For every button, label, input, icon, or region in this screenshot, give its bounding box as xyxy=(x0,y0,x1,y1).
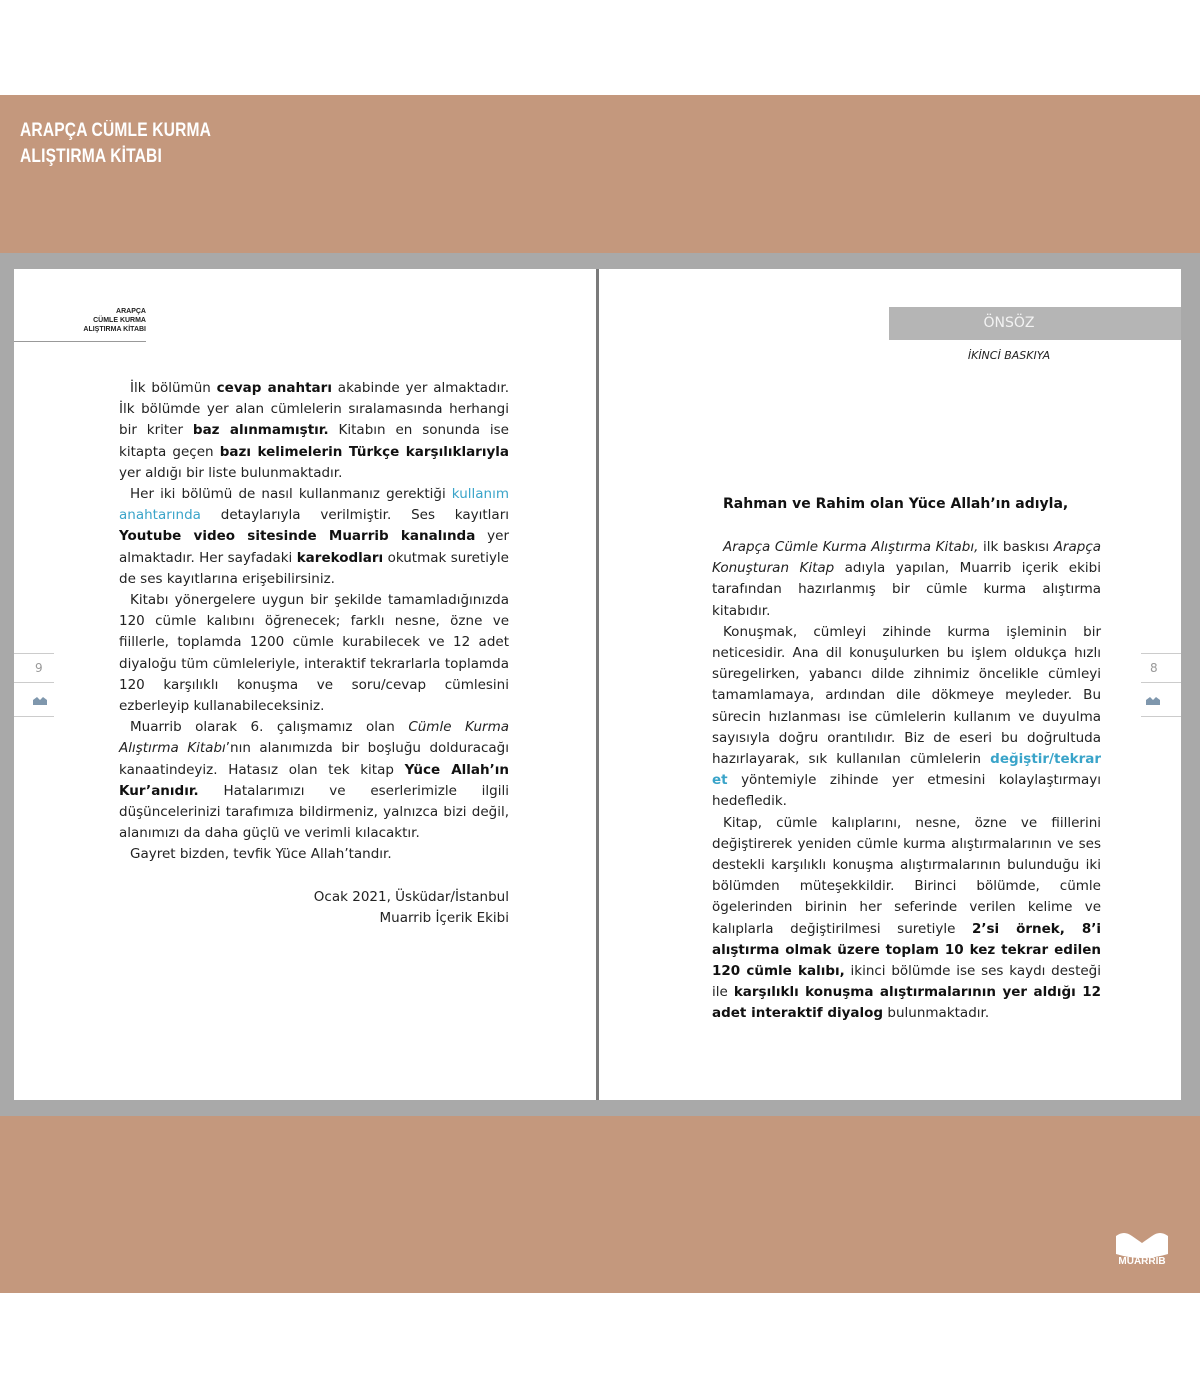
section-subtitle: İKİNCİ BASKIYA xyxy=(967,349,1051,362)
left-text-block xyxy=(119,378,509,866)
paragraph: Kitap, cümle kalıplarını, nesne, özne ve fiillerini değiştirerek yeniden cümle kurma alıştırmalarının ve ses destekli karşılıklı konuşma alıştırmalarının bulunduğu iki bölümden müteşekkildir. Birinci bölümde, cümle ögelerinden birinin her seferinde verilen kelime ve kalıplarla değiştirilmesi suretiyle 2’si örnek, 8’i alıştırma olmak üzere toplam 10 kez tekrar edilen 120 cümle kalıbı, ikinci bölümde ise ses kaydı desteği ile karşılıklı konuşma alıştırmalarının yer aldığı 12 adet interaktif diyalog bulunmaktadır. xyxy=(712,814,1101,1022)
right-text-block xyxy=(712,537,1101,1025)
section-title: ÖNSÖZ xyxy=(983,315,1035,331)
qr-audio-icon xyxy=(1146,697,1160,705)
section-title-bar xyxy=(889,307,1181,340)
mini-book-title: ARAPÇA CÜMLE KURMA ALIŞTIRMA KİTABI xyxy=(83,308,146,333)
page-marker-rule xyxy=(14,653,54,654)
right-page xyxy=(599,269,1181,1100)
left-page xyxy=(14,269,596,1100)
paragraph: Kitabı yönergelere uygun bir şekilde tamamladığınızda 120 cümle kalıbını öğrenecek; farklı nesne, özne ve fiillerle, toplamda 1200 cümle kurabilecek ve 12 adet diyaloğu tüm cümleleriyle, interaktif tekrarlarla toplamda 120 karşılıklı konuşma ve soru/cevap cümlesini ezberleyip kullanabileceksiniz. xyxy=(119,592,509,715)
paragraph: İlk bölümün cevap anahtarı akabinde yer almaktadır. İlk bölümde yer alan cümlelerin sıralamasında herhangi bir kriter baz alınmamıştır. Kitabın en sonunda ise kitapta geçen bazı kelimelerin Türkçe karşılıklarıyla yer aldığı bir liste bulunmaktadır. xyxy=(119,380,509,481)
paragraph: Her iki bölümü de nasıl kullanmanız gerektiği kullanım anahtarında detaylarıyla verilmiştir. Ses kayıtları Youtube video sitesinde Muarrib kanalında yer almaktadır. Her sayfadaki karekodları okutmak suretiyle de ses kayıtlarına erişebilirsiniz. xyxy=(119,486,509,587)
page-marker-rule xyxy=(1141,716,1181,717)
page-marker-rule xyxy=(14,682,54,683)
page-marker-rule xyxy=(14,716,54,717)
paragraph: Konuşmak, cümleyi zihinde kurma işleminin bir neticesidir. Ana dil konuşulurken bu işlem oldukça hızlı süregelirken, yabancı dilde zihnimiz öncelikle cümleyi tamamlamaya, ardından dile dökmeye meyleder. Bu sürecin hızlanması ise cümlelerin kullanım ve duyulma sayısıyla doğru orantılıdır. Biz de eseri bu doğrultuda hazırlayarak, sık kullanılan cümlelerin değiştir/tekrar et yöntemiyle zihinde yer etmesini kolaylaştırmayı hedefledik. xyxy=(712,623,1101,810)
page-marker-rule xyxy=(1141,682,1181,683)
book-title xyxy=(20,118,211,170)
header-rule xyxy=(14,341,146,342)
page-marker-rule xyxy=(1141,653,1181,654)
page-number-right: 8 xyxy=(1150,661,1158,675)
method-link[interactable]: değiştir/tekrar et xyxy=(712,751,1101,789)
paragraph: Gayret bizden, tevfik Yüce Allah’tandır. xyxy=(130,846,392,863)
book-title-line1: ARAPÇA CÜMLE KURMA xyxy=(20,120,212,141)
logo-text: MUARRIB xyxy=(1118,1256,1166,1267)
qr-audio-icon xyxy=(33,697,47,705)
signature: Ocak 2021, Üsküdar/İstanbul Muarrib İçerik Ekibi xyxy=(313,889,509,927)
book-title-line2: ALIŞTIRMA KİTABI xyxy=(20,146,162,167)
usage-key-link[interactable]: kullanım anahtarında xyxy=(119,486,509,524)
paragraph: Muarrib olarak 6. çalışmamız olan Cümle Kurma Alıştırma Kitabı’nın alanımızda bir boşluğu dolduracağı kanaatindeyiz. Hatasız olan tek kitap Yüce Allah’ın Kur’anıdır. Hatalarımızı ve eserlerimizle ilgili düşüncelerinizi tarafımıza bildirmeniz, yalnızca bizi değil, alanımızı da daha güçlü ve verimli kılacaktır. xyxy=(119,719,509,842)
page-number-left: 9 xyxy=(35,661,43,675)
paragraph: Arapça Cümle Kurma Alıştırma Kitabı, ilk baskısı Arapça Konuşturan Kitap adıyla yapılan, Muarrib içerik ekibi tarafından hazırlanmış bir cümle kurma alıştırma kitabıdır. xyxy=(712,539,1102,619)
greeting: Rahman ve Rahim olan Yüce Allah’ın adıyla, xyxy=(723,496,1069,512)
